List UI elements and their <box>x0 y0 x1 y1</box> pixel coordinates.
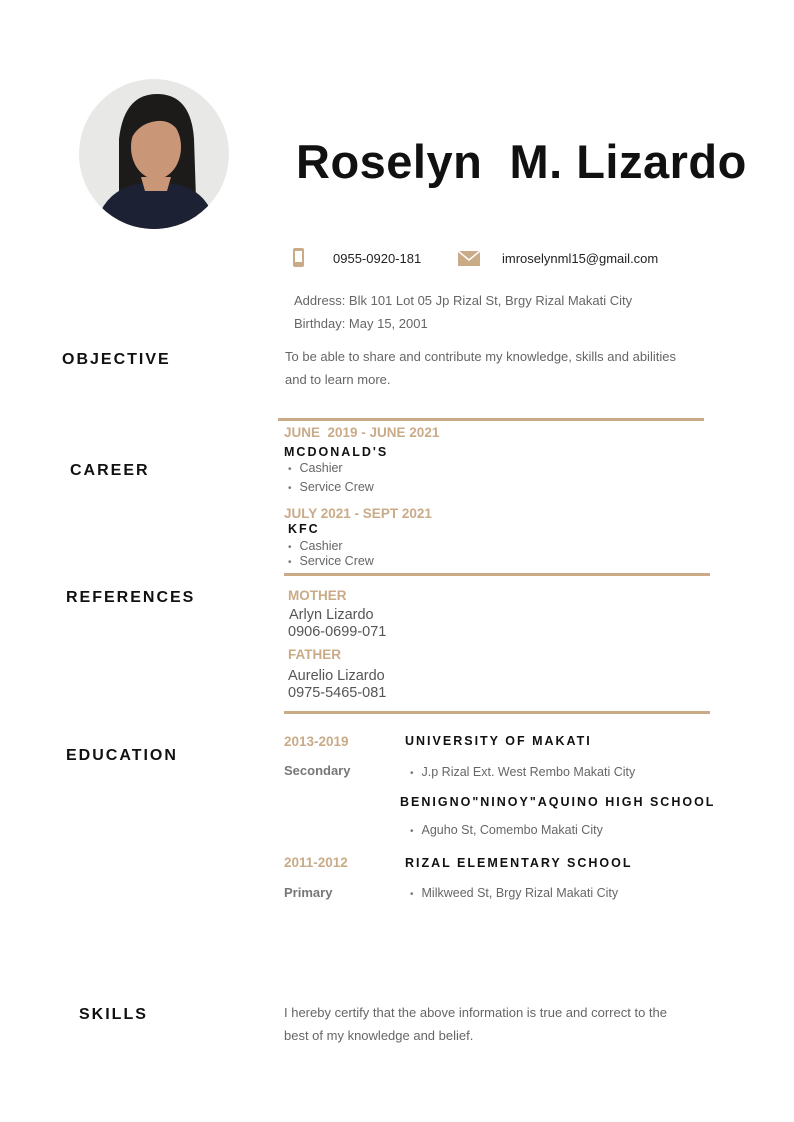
birthday: Birthday: May 15, 2001 <box>294 316 428 331</box>
divider <box>284 711 710 714</box>
address: Address: Blk 101 Lot 05 Jp Rizal St, Brgy Rizal Makati City <box>294 293 633 308</box>
education-level: Primary <box>284 885 333 900</box>
education-years: 2013-2019 <box>284 734 349 749</box>
career-role: • Cashier <box>288 539 343 553</box>
school-name: RIZAL ELEMENTARY SCHOOL <box>405 856 633 870</box>
reference-relation: MOTHER <box>288 588 347 603</box>
certification-line-1: I hereby certify that the above information is true and correct to the <box>284 1005 667 1020</box>
career-date: JUNE 2019 - JUNE 2021 <box>284 425 440 440</box>
divider <box>284 573 710 576</box>
school-name: UNIVERSITY OF MAKATI <box>405 734 592 748</box>
skills-heading: SKILLS <box>79 1006 148 1023</box>
school-address: • Milkweed St, Brgy Rizal Makati City <box>410 886 618 900</box>
divider <box>278 418 704 421</box>
career-role: • Cashier <box>288 461 343 475</box>
school-name: BENIGNO"NINOY"AQUINO HIGH SCHOOL <box>400 795 716 809</box>
objective-line-2: and to learn more. <box>285 372 391 387</box>
profile-photo <box>79 79 229 229</box>
career-company: KFC <box>288 522 320 536</box>
phone-icon <box>293 248 304 267</box>
reference-relation: FATHER <box>288 647 341 662</box>
school-address: • Aguho St, Comembo Makati City <box>410 823 603 837</box>
email-address: imroselynml15@gmail.com <box>502 251 659 266</box>
reference-name: Aurelio Lizardo <box>288 668 385 684</box>
career-heading: CAREER <box>70 462 150 479</box>
career-role: • Service Crew <box>288 554 374 568</box>
reference-name: Arlyn Lizardo <box>289 607 374 623</box>
objective-line-1: To be able to share and contribute my knowledge, skills and abilities <box>285 349 676 364</box>
reference-phone: 0975-5465-081 <box>288 685 387 701</box>
reference-phone: 0906-0699-071 <box>288 624 387 640</box>
certification-line-2: best of my knowledge and belief. <box>284 1028 474 1043</box>
career-company: MCDONALD'S <box>284 445 389 459</box>
career-date: JULY 2021 - SEPT 2021 <box>284 506 432 521</box>
education-years: 2011-2012 <box>284 855 348 870</box>
phone-number: 0955-0920-181 <box>333 251 422 266</box>
objective-heading: OBJECTIVE <box>62 351 171 368</box>
mail-icon <box>458 251 480 271</box>
career-role: • Service Crew <box>288 480 374 494</box>
education-heading: EDUCATION <box>66 747 178 764</box>
education-level: Secondary <box>284 763 351 778</box>
school-address: • J.p Rizal Ext. West Rembo Makati City <box>410 765 635 779</box>
candidate-name: Roselyn M. Lizardo <box>296 135 747 188</box>
references-heading: REFERENCES <box>66 589 196 606</box>
